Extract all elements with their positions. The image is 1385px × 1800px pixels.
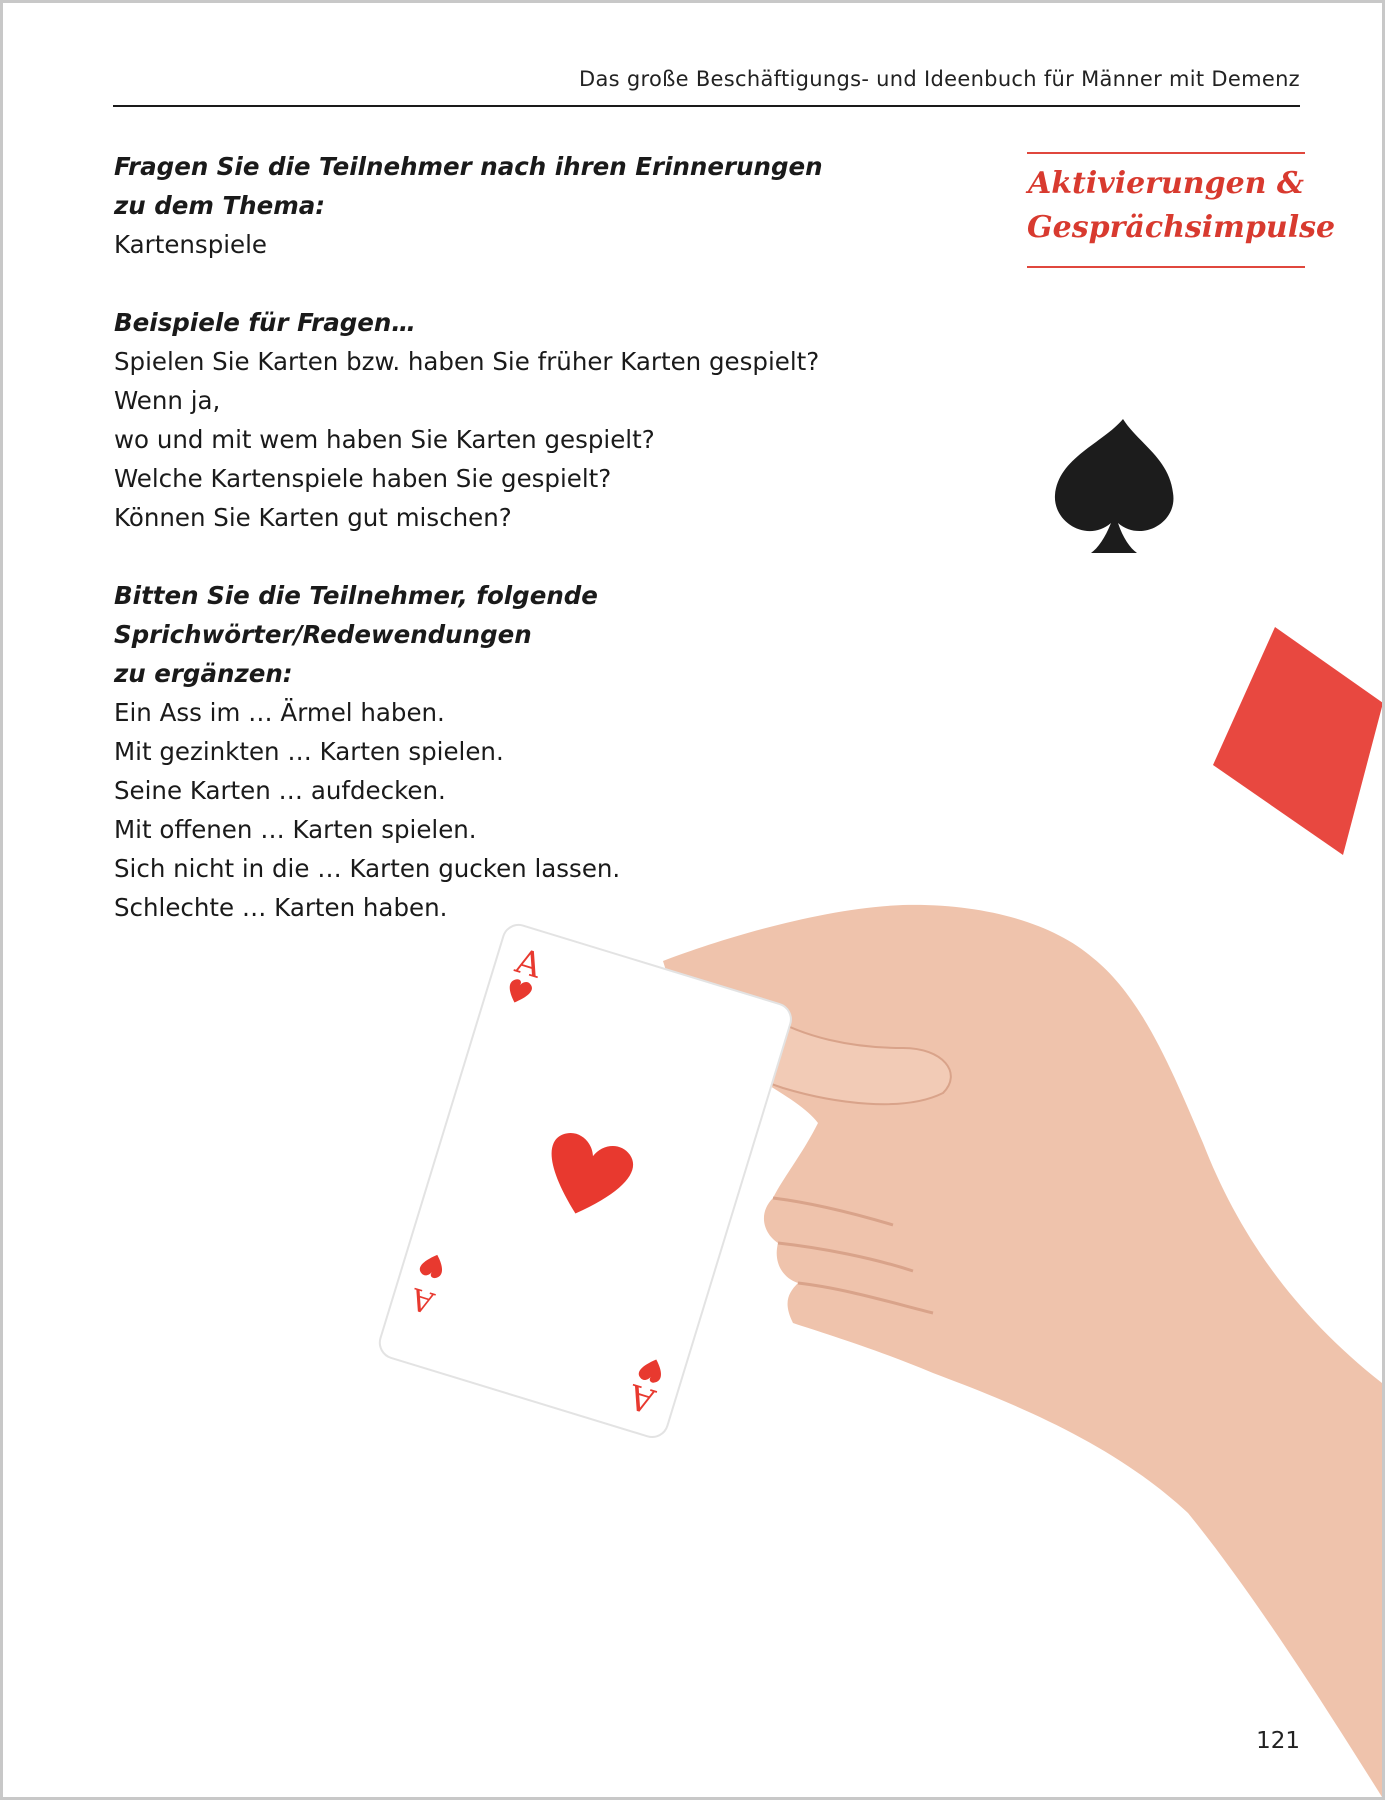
card-rank-bottom-left: A: [407, 1280, 439, 1320]
memory-heading-line-1: Fragen Sie die Teilnehmer nach ihren Erinnerungen: [114, 152, 823, 181]
proverb-line: Mit gezinkten … Karten spielen.: [114, 737, 504, 766]
proverb-line: Sich nicht in die … Karten gucken lassen.: [114, 854, 621, 883]
ace-of-hearts-card: [376, 921, 795, 1441]
proverb-line: Ein Ass im … Ärmel haben.: [114, 698, 445, 727]
question-line: Können Sie Karten gut mischen?: [114, 503, 512, 532]
topic-text: Kartenspiele: [114, 230, 268, 259]
proverb-line: Seine Karten … aufdecken.: [114, 776, 446, 805]
proverb-line: Schlechte … Karten haben.: [114, 893, 448, 922]
spade-icon: [1055, 419, 1174, 553]
card-rank-bottom: A: [624, 1375, 660, 1421]
question-line: Welche Kartenspiele haben Sie gespielt?: [114, 464, 612, 493]
badge-line-1: Aktivierungen &: [1027, 166, 1305, 201]
example-questions-heading: Beispiele für Fragen…: [114, 308, 416, 337]
proverbs-heading-line-1: Bitten Sie die Teilnehmer, folgende Sprichwörter/Redewendungen: [114, 581, 598, 649]
proverb-line: Mit offenen … Karten spielen.: [114, 815, 477, 844]
question-line: Wenn ja,: [114, 386, 221, 415]
proverbs-heading-line-2: zu ergänzen:: [114, 659, 293, 688]
page-number: 121: [1256, 1728, 1300, 1754]
memory-heading-line-2: zu dem Thema:: [114, 191, 326, 220]
card-rank-top: A: [511, 941, 547, 987]
illustrations: [3, 3, 1382, 1797]
diamond-icon: [1213, 627, 1382, 855]
running-header: Das große Beschäftigungs- und Ideenbuch für Männer mit Demenz: [579, 67, 1300, 91]
question-line: wo und mit wem haben Sie Karten gespielt?: [114, 425, 655, 454]
badge-line-2: Gesprächsimpulse: [1027, 210, 1336, 245]
question-line: Spielen Sie Karten bzw. haben Sie früher Karten gespielt?: [114, 347, 820, 376]
